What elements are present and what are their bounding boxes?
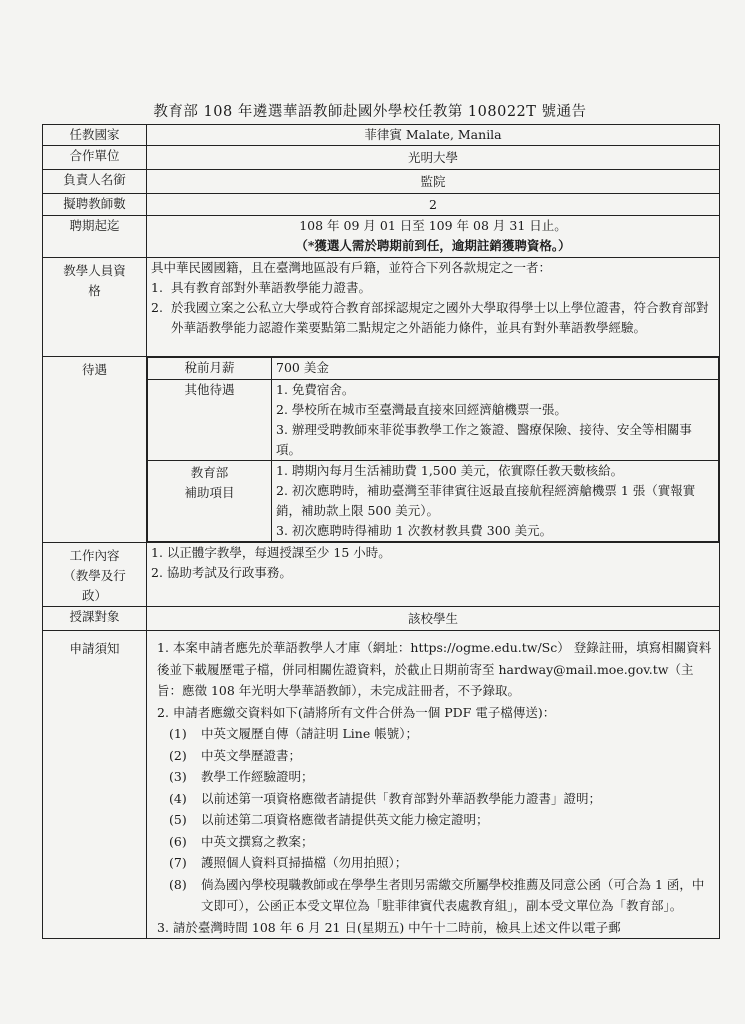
work-label: 工作內容 （教學及行 政） (43, 543, 147, 607)
qualification-intro: 具中華民國國籍，且在臺灣地區設有戶籍，並符合下列各款規定之一者： (151, 260, 552, 275)
list-item: 1. 聘期內每月生活補助費 1,500 美元，依實際任教天數核給。 (276, 463, 624, 478)
period-dates: 108 年 09 月 01 日至 109 年 08 月 31 日止。 (299, 218, 567, 233)
list-item: 1. 以正體字教學，每週授課至少 15 小時。 (151, 545, 391, 560)
list-item: 2. 學校所在城市至臺灣最直接來回經濟艙機票一張。 (276, 402, 567, 417)
qualification-value (147, 258, 720, 357)
list-item: 2. 於我國立案之公私立大學或符合教育部採認規定之國外大學取得學士以上學位證書，符合教育部對外華語教學能力認證作業要點第二點規定之外語能力條件，並具有對外華語教學經驗。 (151, 300, 709, 335)
period-value (147, 216, 720, 258)
list-item: (4) 以前述第一項資格應徵者請提供「教育部對外華語教學能力證書」證明； (169, 790, 602, 806)
salary-value: 700 美金 (272, 358, 719, 380)
apply-content (147, 631, 720, 939)
apply-item-2: 2. 申請者應繳交資料如下(請將所有文件合併為一個 PDF 電子檔傳送)： (157, 704, 556, 720)
teacher-count-value: 2 (147, 194, 720, 216)
list-item: 3. 辦理受聘教師來菲從事教學工作之簽證、醫療保險、接待、安全等相關事項。 (276, 422, 692, 457)
list-item: (3) 教學工作經驗證明； (169, 769, 314, 784)
period-note: （*獲選人需於聘期前到任，逾期註銷獲聘資格。） (295, 238, 571, 253)
salary-label: 稅前月薪 (148, 358, 272, 380)
qualification-label: 教學人員資 格 (43, 258, 147, 357)
list-item: (8) 倘為國內學校現職教師或在學學生者則另需繳交所屬學校推薦及同意公函（可合為 1 函，中文即可），公函正本受文單位為「駐菲律賓代表處教育組」，副本受文單位為「教育部」。 (169, 876, 705, 913)
moe-subsidy-list (272, 461, 719, 542)
period-label: 聘期起迄 (43, 216, 147, 258)
partner-label: 合作單位 (43, 146, 147, 170)
other-benefits-label: 其他待遇 (148, 380, 272, 461)
target-value: 該校學生 (147, 607, 720, 631)
qualification-list (151, 278, 715, 338)
list-item: 3. 初次應聘時得補助 1 次教材教具費 300 美元。 (276, 523, 553, 538)
list-item: 2. 初次應聘時，補助臺灣至菲律賓往返最直接航程經濟艙機票 1 張（實報實銷，補助款上限 500 美元）。 (276, 483, 696, 518)
treatment-table (147, 357, 719, 542)
list-item: 1. 免費宿舍。 (276, 382, 355, 397)
notice-title: 教育部 108 年遴選華語教師赴國外學校任教第 108022T 號通告 (153, 104, 587, 120)
moe-subsidy-label: 教育部 補助項目 (148, 461, 272, 542)
other-benefits-list (272, 380, 719, 461)
apply-item-1: 1. 本案申請者應先於華語教學人才庫（網址：https://ogme.edu.tw/Sc） 登錄註冊，填寫相關資料後並下載履歷電子檔，併同相關佐證資料，於截止日期前寄至 hardway@mail.moe.gov.tw（主旨：應徵 108 年光明大學華語教師），未完成註冊者，不予錄取。 (157, 640, 712, 698)
head-value: 監院 (147, 170, 720, 194)
country-value: 菲律賓 Malate, Manila (147, 125, 720, 146)
country-label: 任教國家 (43, 125, 147, 146)
head-label: 負責人名銜 (43, 170, 147, 194)
apply-label: 申請須知 (43, 631, 147, 939)
list-item: (7) 護照個人資料頁掃描檔（勿用拍照）； (169, 855, 408, 870)
list-item: (6) 中英文撰寫之教案； (169, 833, 314, 849)
target-label: 授課對象 (43, 607, 147, 631)
treatment-label: 待遇 (43, 357, 147, 543)
list-item: (1) 中英文履歷自傳（請註明 Line 帳號）； (169, 726, 418, 741)
work-list (147, 543, 720, 607)
list-item: (2) 中英文學歷證書； (169, 747, 302, 763)
list-item: 2. 協助考試及行政事務。 (151, 565, 292, 580)
partner-value: 光明大學 (147, 146, 720, 170)
teacher-count-label: 擬聘教師數 (43, 194, 147, 216)
treatment-cell (147, 357, 720, 543)
notice-table (42, 124, 720, 939)
apply-item-3: 3. 請於臺灣時間 108 年 6 月 21 日(星期五) 中午十二時前，檢具上述文件以電子郵 (157, 919, 621, 935)
list-item: 1. 具有教育部對外華語教學能力證書。 (151, 280, 372, 295)
list-item: (5) 以前述第二項資格應徵者請提供英文能力檢定證明； (169, 812, 489, 827)
